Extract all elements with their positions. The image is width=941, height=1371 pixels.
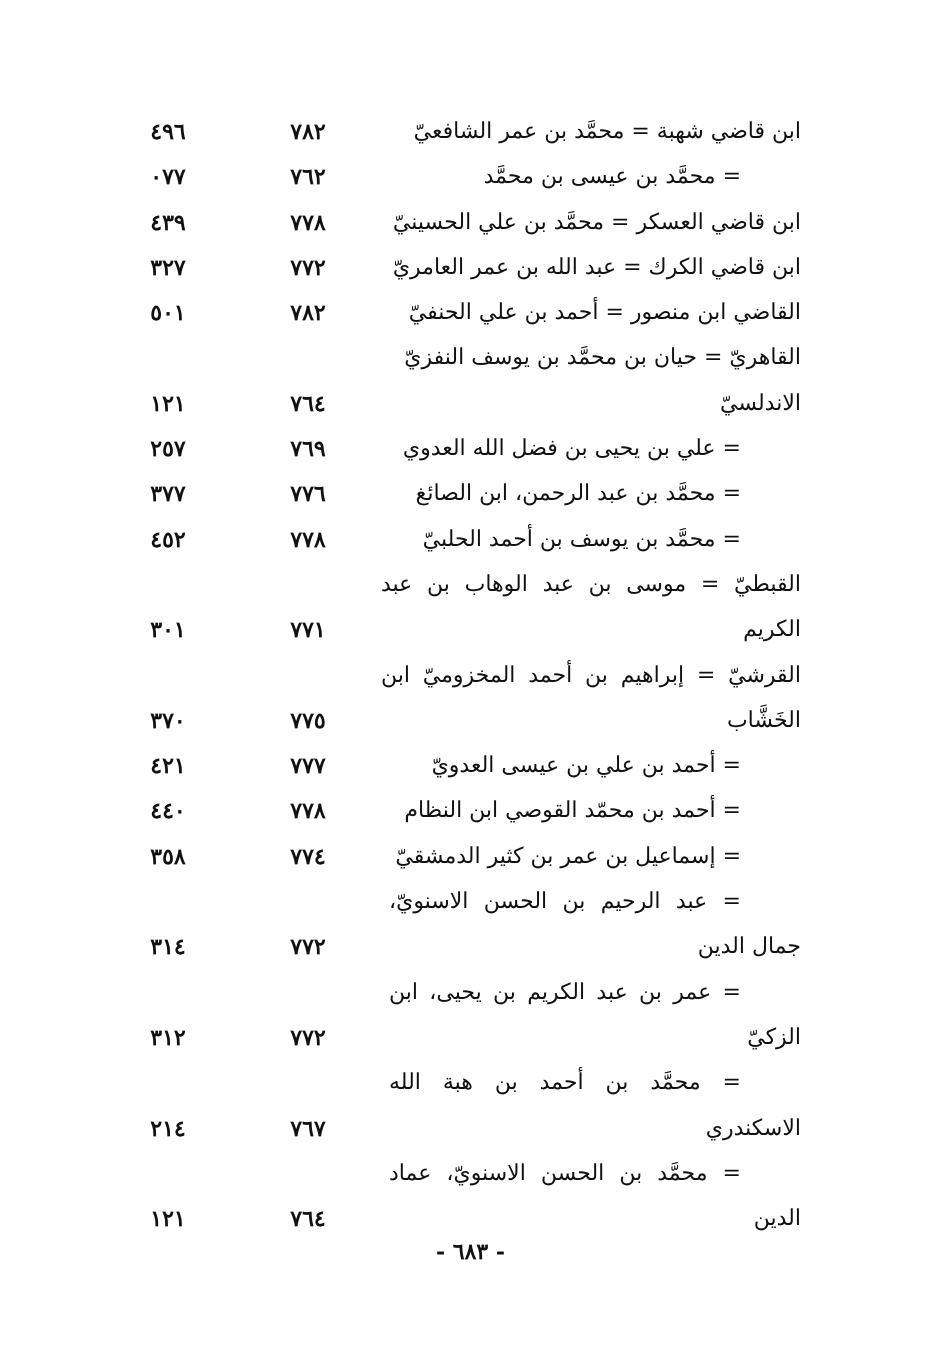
entry-page: ١٢١ xyxy=(150,1206,186,1233)
entry-name: القاهريّ = حيان بن محمَّد بن يوسف النفزيّ xyxy=(404,345,801,371)
entry-name: ابن قاضي الكرك = عبد الله بن عمر العامريّ xyxy=(392,254,801,280)
index-entry xyxy=(0,518,941,563)
entry-name: جمال الدين xyxy=(697,934,801,960)
entry-year: ٧٧٦ xyxy=(290,481,326,508)
entry-year: ٧٦٧ xyxy=(290,1115,326,1142)
entry-page: ٤٩٦ xyxy=(150,119,186,145)
entry-name: = محمَّد بن يوسف بن أحمد الحلبيّ xyxy=(422,526,741,552)
index-entry xyxy=(0,608,941,653)
index-entry xyxy=(0,699,941,744)
entry-name: الدين xyxy=(753,1206,801,1232)
entry-page: ٣٧٠ xyxy=(150,707,186,734)
entry-page: ٤٤٠ xyxy=(150,798,186,825)
entry-name: = محمَّد بن عيسى بن محمَّد xyxy=(483,164,741,190)
index-entry xyxy=(0,1016,941,1061)
index-entry xyxy=(0,744,941,789)
entry-name: = أحمد بن علي بن عيسى العدويّ xyxy=(431,753,741,779)
entry-name: = محمَّد بن أحمد بن هبة الله xyxy=(389,1070,741,1096)
entry-name: = علي بن يحيى بن فضل الله العدوي xyxy=(402,436,741,462)
entry-year: ٧٧٥ xyxy=(290,707,326,734)
index-entry xyxy=(0,971,941,1016)
entry-year: ٧٧٢ xyxy=(290,934,326,961)
entry-page: ١٢١ xyxy=(150,390,186,417)
entry-year: ٧٧٤ xyxy=(290,843,326,870)
entry-page: ٣٢٧ xyxy=(150,254,186,281)
index-entry xyxy=(0,472,941,517)
page-number: - ٦٨٣ - xyxy=(435,1239,506,1265)
entry-name: الخَشَّاب xyxy=(726,707,801,733)
entry-year: ٧٧١ xyxy=(290,617,326,644)
entry-name: الكريم xyxy=(743,617,801,643)
entry-year: ٧٦٤ xyxy=(290,1206,326,1233)
index-entry xyxy=(0,789,941,834)
index-entry xyxy=(0,427,941,472)
entry-page: ٣١٢ xyxy=(150,1024,186,1051)
entry-name: ابن قاضي العسكر = محمَّد بن علي الحسينيّ xyxy=(392,209,801,235)
entry-year: ٧٧٢ xyxy=(290,254,326,281)
entry-year: ٧٦٢ xyxy=(290,164,326,191)
index-entry xyxy=(0,835,941,880)
entry-name: القاضي ابن منصور = أحمد بن علي الحنفيّ xyxy=(408,300,801,326)
index-entry xyxy=(0,155,941,200)
entry-year: ٧٦٩ xyxy=(290,436,326,463)
entry-name: = محمَّد بن الحسن الاسنويّ، عماد xyxy=(389,1160,741,1186)
entry-page: ٣١٤ xyxy=(150,934,186,961)
entry-name: = عبد الرحيم بن الحسن الاسنويّ، xyxy=(389,889,741,915)
entry-name: الاندلسيّ xyxy=(720,390,801,416)
index-entry xyxy=(0,336,941,381)
entry-name: الزكيّ xyxy=(747,1024,801,1050)
entry-name: ابن قاضي شهبة = محمَّد بن عمر الشافعيّ xyxy=(413,119,801,144)
index-entry xyxy=(0,201,941,246)
entry-page: ٥٠١ xyxy=(150,300,186,327)
entry-year: ٧٧٨ xyxy=(290,798,326,825)
entry-year: ٧٧٧ xyxy=(290,753,326,780)
index-entry xyxy=(0,925,941,970)
entry-year: ٧٧٨ xyxy=(290,209,326,236)
index-entry xyxy=(0,382,941,427)
entry-name: القبطيّ = موسى بن عبد الوهاب بن عبد xyxy=(381,571,801,597)
entry-page: ٠٧٧ xyxy=(150,164,186,191)
entry-name: = محمَّد بن عبد الرحمن، ابن الصائغ xyxy=(415,481,741,507)
entry-name: = أحمد بن محمّد القوصي ابن النظام xyxy=(404,798,741,824)
entry-page: ٣٠١ xyxy=(150,617,186,644)
index-list xyxy=(0,110,941,1242)
entry-year: ٧٧٨ xyxy=(290,526,326,553)
entry-name: = إسماعيل بن عمر بن كثير الدمشقيّ xyxy=(395,843,741,869)
index-entry xyxy=(0,110,941,155)
index-entry xyxy=(0,1107,941,1152)
entry-page: ٤٣٩ xyxy=(150,209,186,236)
entry-year: ٧٨٢ xyxy=(290,119,326,145)
entry-page: ٢٥٧ xyxy=(150,436,186,463)
index-entry xyxy=(0,291,941,336)
entry-name: القرشيّ = إبراهيم بن أحمد المخزوميّ ابن xyxy=(381,662,801,688)
entry-page: ٤٥٢ xyxy=(150,526,186,553)
index-entry xyxy=(0,1152,941,1197)
entry-year: ٧٨٢ xyxy=(290,300,326,327)
index-entry xyxy=(0,1061,941,1106)
entry-year: ٧٧٢ xyxy=(290,1024,326,1051)
entry-page: ٣٥٨ xyxy=(150,843,186,870)
entry-name: الاسكندري xyxy=(705,1115,801,1141)
entry-page: ٣٧٧ xyxy=(150,481,186,508)
entry-page: ٤٢١ xyxy=(150,753,186,780)
index-entry xyxy=(0,654,941,699)
index-entry xyxy=(0,563,941,608)
index-entry xyxy=(0,880,941,925)
entry-name: = عمر بن عبد الكريم بن يحيى، ابن xyxy=(389,979,741,1005)
index-entry xyxy=(0,246,941,291)
entry-page: ٢١٤ xyxy=(150,1115,186,1142)
entry-year: ٧٦٤ xyxy=(290,390,326,417)
